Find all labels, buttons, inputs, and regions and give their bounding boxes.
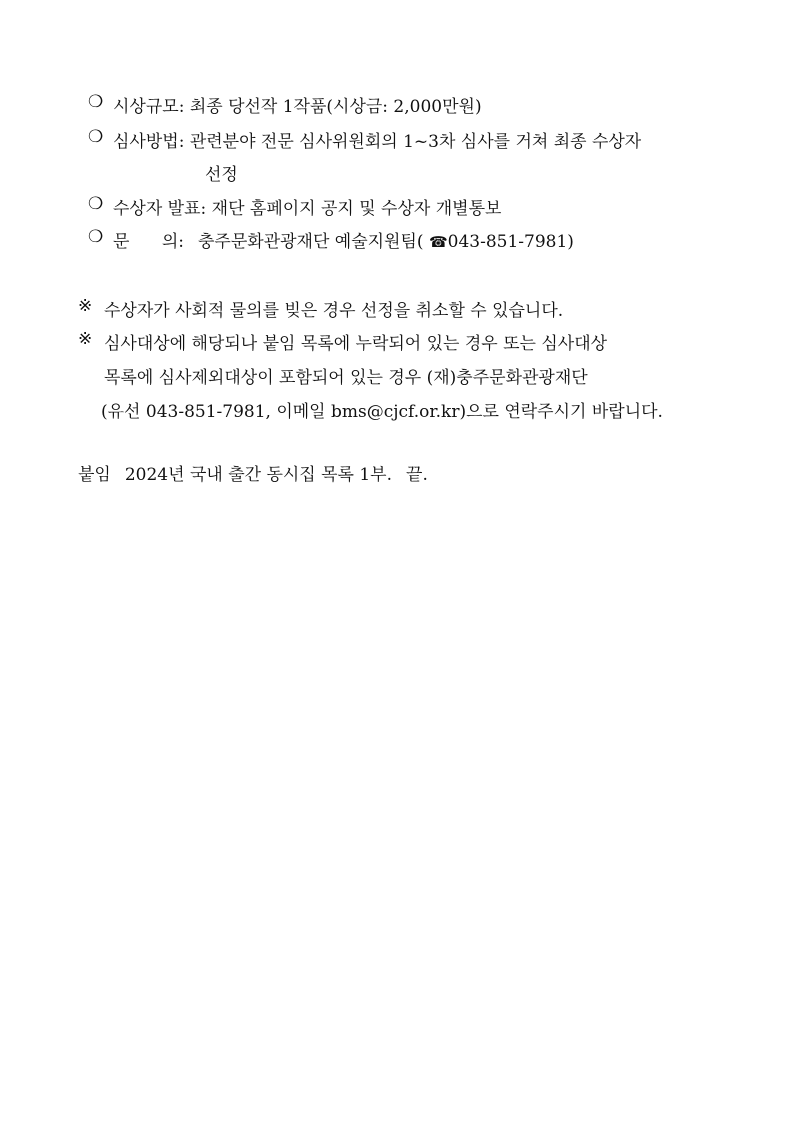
inquiry-label: 문 의: bbox=[113, 232, 184, 252]
attachment-line bbox=[78, 460, 428, 485]
attachment-label: 붙임 bbox=[78, 465, 111, 485]
inquiry-phone: 043-851-7981) bbox=[447, 232, 574, 252]
reference-mark-icon: ※ bbox=[78, 296, 93, 316]
telephone-icon: ☎ bbox=[428, 233, 448, 251]
note-cancellation: 수상자가 사회적 물의를 빚은 경우 선정을 취소할 수 있습니다. bbox=[104, 301, 564, 321]
inquiry-contact bbox=[198, 227, 574, 252]
inquiry-team: 충주문화관광재단 예술지원팀( bbox=[198, 232, 429, 252]
bullet-text: 심사방법: 관련분야 전문 심사위원회의 1~3차 심사를 거쳐 최종 수상자 bbox=[113, 132, 642, 152]
reference-mark-icon: ※ bbox=[78, 329, 93, 349]
bullet-text: 수상자 발표: 재단 홈페이지 공지 및 수상자 개별통보 bbox=[113, 199, 502, 219]
circle-bullet-icon: ❍ bbox=[88, 227, 104, 247]
note-omission-line-2: 목록에 심사제외대상이 포함되어 있는 경우 (재)충주문화관광재단 bbox=[104, 368, 588, 388]
bullet-continuation: 선정 bbox=[205, 165, 238, 185]
document-end-mark: 끝. bbox=[406, 465, 428, 485]
note-omission-line-3: (유선 043-851-7981, 이메일 bms@cjcf.or.kr)으로 연락주시기 바랍니다. bbox=[101, 402, 663, 422]
note-omission-line-1: 심사대상에 해당되나 붙임 목록에 누락되어 있는 경우 또는 심사대상 bbox=[104, 334, 608, 354]
circle-bullet-icon: ❍ bbox=[88, 127, 104, 147]
attachment-text: 2024년 국내 출간 동시집 목록 1부. bbox=[124, 465, 393, 485]
circle-bullet-icon: ❍ bbox=[88, 194, 104, 214]
circle-bullet-icon: ❍ bbox=[88, 92, 104, 112]
bullet-text: 시상규모: 최종 당선작 1작품(시상금: 2,000만원) bbox=[113, 97, 482, 117]
